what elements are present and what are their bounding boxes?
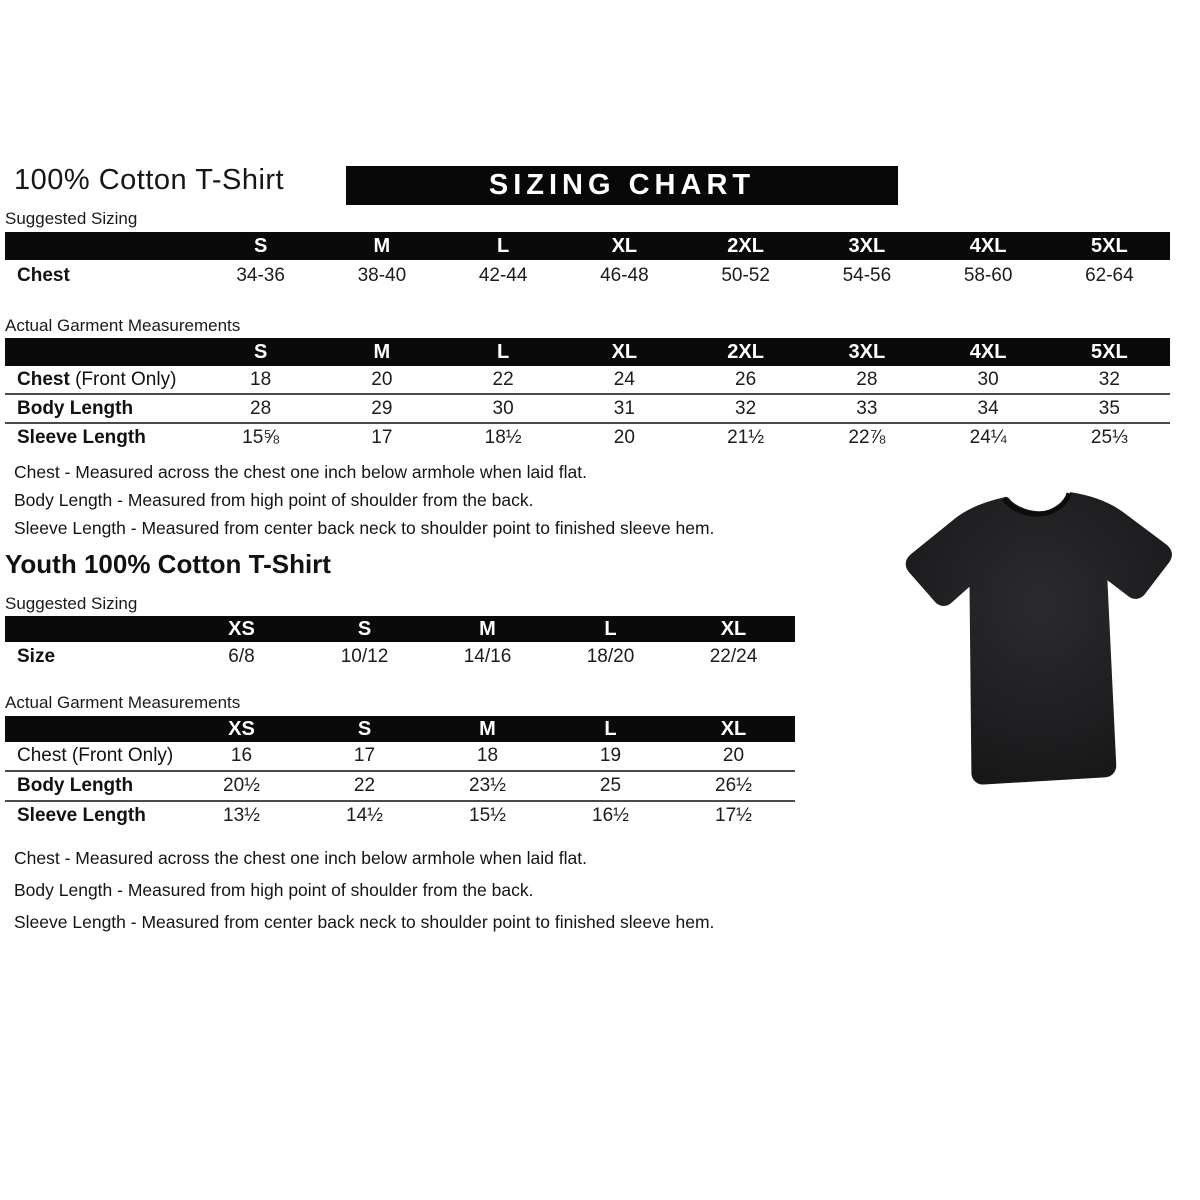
col-header: M xyxy=(373,341,391,363)
table-cell: 29 xyxy=(371,397,393,419)
table-cell: 22⅞ xyxy=(848,426,886,448)
col-header: M xyxy=(479,718,496,740)
table-cell: 25⅓ xyxy=(1090,426,1128,448)
table-cell: 10/12 xyxy=(340,646,389,667)
table-cell: 22/24 xyxy=(709,646,758,667)
table-cell: 18 xyxy=(476,745,499,766)
col-header: L xyxy=(497,341,510,363)
col-header: 2XL xyxy=(727,341,764,363)
table-cell: 13½ xyxy=(223,805,260,826)
youth-measurement-notes xyxy=(14,842,714,938)
note-line: Chest - Measured across the chest one inch below armhole when laid flat. xyxy=(14,462,587,482)
row-label: Body Length xyxy=(17,775,134,796)
col-header: XL xyxy=(720,718,747,740)
table-cell: 15½ xyxy=(469,805,506,826)
table-cell: 17 xyxy=(371,426,393,448)
youth-title: Youth 100% Cotton T-Shirt xyxy=(5,549,331,579)
table-cell: 17 xyxy=(353,745,376,766)
table-cell: 30 xyxy=(977,368,999,390)
table-row xyxy=(5,800,795,830)
table-header-row xyxy=(5,338,1170,366)
row-label-note: (Front Only) xyxy=(75,368,177,390)
table-cell: 26 xyxy=(735,368,757,390)
row-label: Body Length xyxy=(17,397,134,419)
table-cell: 42-44 xyxy=(478,265,528,286)
page-title: 100% Cotton T-Shirt xyxy=(14,164,285,196)
col-header: XL xyxy=(720,618,747,640)
adult-garment-measurements-table xyxy=(5,338,1170,451)
col-header: 5XL xyxy=(1091,341,1128,363)
row-label: Chest xyxy=(17,368,70,390)
col-header: S xyxy=(253,341,268,363)
table-cell: 28 xyxy=(250,397,272,419)
youth-garment-measurements-label: Actual Garment Measurements xyxy=(5,693,241,712)
adult-suggested-sizing-label: Suggested Sizing xyxy=(5,209,138,228)
note-line: Sleeve Length - Measured from center back neck to shoulder point to finished sleeve hem. xyxy=(14,518,715,538)
table-cell: 6/8 xyxy=(228,646,255,667)
adult-suggested-sizing-table xyxy=(5,232,1170,292)
table-cell: 18½ xyxy=(484,426,522,448)
table-cell: 32 xyxy=(735,397,757,419)
table-cell: 50-52 xyxy=(721,265,770,286)
table-cell: 19 xyxy=(599,745,622,766)
table-cell: 14½ xyxy=(346,805,383,826)
table-row xyxy=(5,422,1170,451)
col-header: L xyxy=(497,235,510,257)
col-header: XL xyxy=(611,235,638,257)
col-header: S xyxy=(253,235,268,257)
table-header-corner xyxy=(5,338,200,366)
table-cell: 21½ xyxy=(727,426,765,448)
row-label: Chest (Front Only) xyxy=(17,745,174,766)
table-cell: 28 xyxy=(856,368,878,390)
note-line: Body Length - Measured from high point of shoulder from the back. xyxy=(14,880,534,900)
table-cell: 34-36 xyxy=(236,265,285,286)
youth-garment-measurements-table xyxy=(5,716,795,830)
col-header: 4XL xyxy=(969,341,1007,363)
table-cell: 26½ xyxy=(715,775,752,796)
col-header: M xyxy=(373,235,391,257)
row-label: Size xyxy=(17,646,56,667)
black-tshirt-image xyxy=(882,472,1197,817)
col-header: 3XL xyxy=(848,235,886,257)
col-header: XS xyxy=(228,718,255,740)
table-cell: 24 xyxy=(613,368,635,390)
table-cell: 20 xyxy=(722,745,745,766)
note-line: Chest - Measured across the chest one inch below armhole when laid flat. xyxy=(14,848,587,868)
table-row xyxy=(5,393,1170,422)
col-header: 5XL xyxy=(1091,235,1128,257)
adult-measurement-notes xyxy=(14,458,714,542)
table-cell: 54-56 xyxy=(842,265,892,286)
table-cell: 16 xyxy=(230,745,253,766)
table-row xyxy=(5,742,795,770)
col-header: S xyxy=(357,718,372,740)
col-header: M xyxy=(479,618,496,640)
note-line: Body Length - Measured from high point of shoulder from the back. xyxy=(14,490,534,510)
note-line: Sleeve Length - Measured from center back neck to shoulder point to finished sleeve hem. xyxy=(14,912,715,932)
table-cell: 22 xyxy=(353,775,376,796)
table-cell: 16½ xyxy=(592,805,629,826)
table-cell: 24¼ xyxy=(969,426,1007,448)
table-cell: 58-60 xyxy=(963,265,1013,286)
row-label: Sleeve Length xyxy=(17,426,146,448)
table-cell: 17½ xyxy=(715,805,752,826)
table-row xyxy=(5,642,795,672)
col-header: L xyxy=(604,718,617,740)
table-header-row xyxy=(5,716,795,742)
adult-garment-measurements-label: Actual Garment Measurements xyxy=(5,316,241,335)
youth-suggested-sizing-table xyxy=(5,616,795,672)
table-cell: 20 xyxy=(371,368,393,390)
table-cell: 20 xyxy=(613,426,635,448)
col-header: 4XL xyxy=(969,235,1007,257)
table-cell: 62-64 xyxy=(1085,265,1134,286)
col-header: 2XL xyxy=(727,235,764,257)
table-cell: 38-40 xyxy=(357,265,407,286)
table-cell: 33 xyxy=(856,397,878,419)
youth-suggested-sizing-label: Suggested Sizing xyxy=(5,594,138,613)
table-header-corner xyxy=(5,232,200,260)
table-cell: 18 xyxy=(250,368,272,390)
table-cell: 31 xyxy=(613,397,635,419)
table-row xyxy=(5,366,1170,393)
table-cell: 22 xyxy=(492,368,514,390)
table-cell: 15⅝ xyxy=(242,426,280,448)
col-header: XS xyxy=(228,618,255,640)
col-header: S xyxy=(357,618,372,640)
sizing-chart-banner: SIZING CHART xyxy=(346,166,898,205)
row-label: Sleeve Length xyxy=(17,805,146,826)
col-header: L xyxy=(604,618,617,640)
table-cell: 20½ xyxy=(223,775,260,796)
table-cell: 34 xyxy=(977,397,999,419)
table-row xyxy=(5,770,795,800)
table-cell: 18/20 xyxy=(586,646,635,667)
table-cell: 25 xyxy=(599,775,622,796)
row-label: Chest xyxy=(17,265,70,286)
table-row xyxy=(5,260,1170,292)
table-header-corner xyxy=(5,716,180,742)
table-cell: 35 xyxy=(1098,397,1120,419)
table-cell: 32 xyxy=(1098,368,1120,390)
table-header-row xyxy=(5,616,795,642)
table-cell: 14/16 xyxy=(463,646,512,667)
col-header: 3XL xyxy=(848,341,886,363)
table-cell: 30 xyxy=(492,397,514,419)
table-header-corner xyxy=(5,616,180,642)
table-cell: 46-48 xyxy=(600,265,649,286)
table-cell: 23½ xyxy=(469,775,506,796)
col-header: XL xyxy=(611,341,638,363)
table-header-row xyxy=(5,232,1170,260)
tshirt-graphic xyxy=(882,472,1197,817)
